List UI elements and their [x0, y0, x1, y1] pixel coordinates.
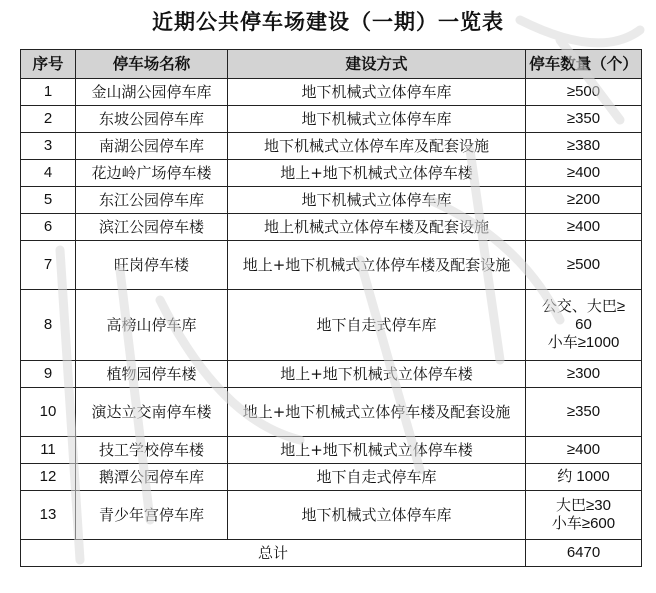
parking-capacity: ≥380 — [526, 133, 642, 160]
parking-name: 演达立交南停车楼 — [76, 388, 228, 437]
construction-method: 地下机械式立体停车库 — [228, 491, 526, 540]
parking-capacity: ≥350 — [526, 106, 642, 133]
table-row — [21, 361, 642, 388]
table-body — [21, 79, 642, 540]
construction-method: 地下机械式立体停车库 — [228, 79, 526, 106]
table-row — [21, 133, 642, 160]
parking-name: 东坡公园停车库 — [76, 106, 228, 133]
construction-method: 地上+地下机械式立体停车楼 — [228, 361, 526, 388]
parking-name: 青少年宫停车库 — [76, 491, 228, 540]
parking-capacity: ≥200 — [526, 187, 642, 214]
parking-name: 金山湖公园停车库 — [76, 79, 228, 106]
column-header-method: 建设方式 — [228, 50, 526, 79]
construction-method: 地下自走式停车库 — [228, 290, 526, 361]
parking-capacity: ≥400 — [526, 437, 642, 464]
construction-method: 地上+地下机械式立体停车楼及配套设施 — [228, 241, 526, 290]
table-row — [21, 187, 642, 214]
parking-capacity: ≥500 — [526, 241, 642, 290]
row-number: 10 — [21, 388, 76, 437]
row-number: 7 — [21, 241, 76, 290]
row-number: 2 — [21, 106, 76, 133]
parking-name: 技工学校停车楼 — [76, 437, 228, 464]
table-row — [21, 290, 642, 361]
column-header-no: 序号 — [21, 50, 76, 79]
table-row — [21, 214, 642, 241]
parking-capacity: ≥400 — [526, 160, 642, 187]
construction-method: 地上机械式立体停车楼及配套设施 — [228, 214, 526, 241]
parking-name: 东江公园停车库 — [76, 187, 228, 214]
parking-name: 南湖公园停车库 — [76, 133, 228, 160]
parking-name: 滨江公园停车楼 — [76, 214, 228, 241]
row-number: 13 — [21, 491, 76, 540]
parking-name: 旺岗停车楼 — [76, 241, 228, 290]
parking-capacity: ≥400 — [526, 214, 642, 241]
construction-method: 地上+地下机械式立体停车楼 — [228, 437, 526, 464]
parking-name: 高榜山停车库 — [76, 290, 228, 361]
table-row — [21, 464, 642, 491]
parking-name: 花边岭广场停车楼 — [76, 160, 228, 187]
parking-capacity: 公交、大巴≥ 60 小车≥1000 — [526, 290, 642, 361]
row-number: 1 — [21, 79, 76, 106]
construction-method: 地下机械式立体停车库及配套设施 — [228, 133, 526, 160]
table-row — [21, 79, 642, 106]
parking-name: 植物园停车楼 — [76, 361, 228, 388]
row-number: 12 — [21, 464, 76, 491]
parking-table — [20, 49, 642, 567]
construction-method: 地下机械式立体停车库 — [228, 106, 526, 133]
construction-method: 地下自走式停车库 — [228, 464, 526, 491]
total-row — [21, 540, 642, 567]
construction-method: 地上+地下机械式立体停车楼 — [228, 160, 526, 187]
row-number: 9 — [21, 361, 76, 388]
table-row — [21, 388, 642, 437]
parking-capacity: 大巴≥30 小车≥600 — [526, 491, 642, 540]
row-number: 5 — [21, 187, 76, 214]
row-number: 8 — [21, 290, 76, 361]
row-number: 11 — [21, 437, 76, 464]
row-number: 3 — [21, 133, 76, 160]
table-row — [21, 437, 642, 464]
row-number: 4 — [21, 160, 76, 187]
row-number: 6 — [21, 214, 76, 241]
parking-capacity: ≥300 — [526, 361, 642, 388]
table-row — [21, 491, 642, 540]
construction-method: 地上+地下机械式立体停车楼及配套设施 — [228, 388, 526, 437]
table-row — [21, 241, 642, 290]
page-title: 近期公共停车场建设（一期）一览表 — [152, 10, 504, 34]
construction-method: 地下机械式立体停车库 — [228, 187, 526, 214]
total-label: 总计 — [21, 540, 526, 567]
column-header-capacity: 停车数量（个） — [526, 50, 642, 79]
parking-capacity: ≥350 — [526, 388, 642, 437]
column-header-name: 停车场名称 — [76, 50, 228, 79]
table-row — [21, 106, 642, 133]
total-value: 6470 — [526, 540, 642, 567]
parking-name: 鹅潭公园停车库 — [76, 464, 228, 491]
parking-capacity: ≥500 — [526, 79, 642, 106]
table-row — [21, 160, 642, 187]
parking-capacity: 约 1000 — [526, 464, 642, 491]
table-header-row — [21, 50, 642, 79]
